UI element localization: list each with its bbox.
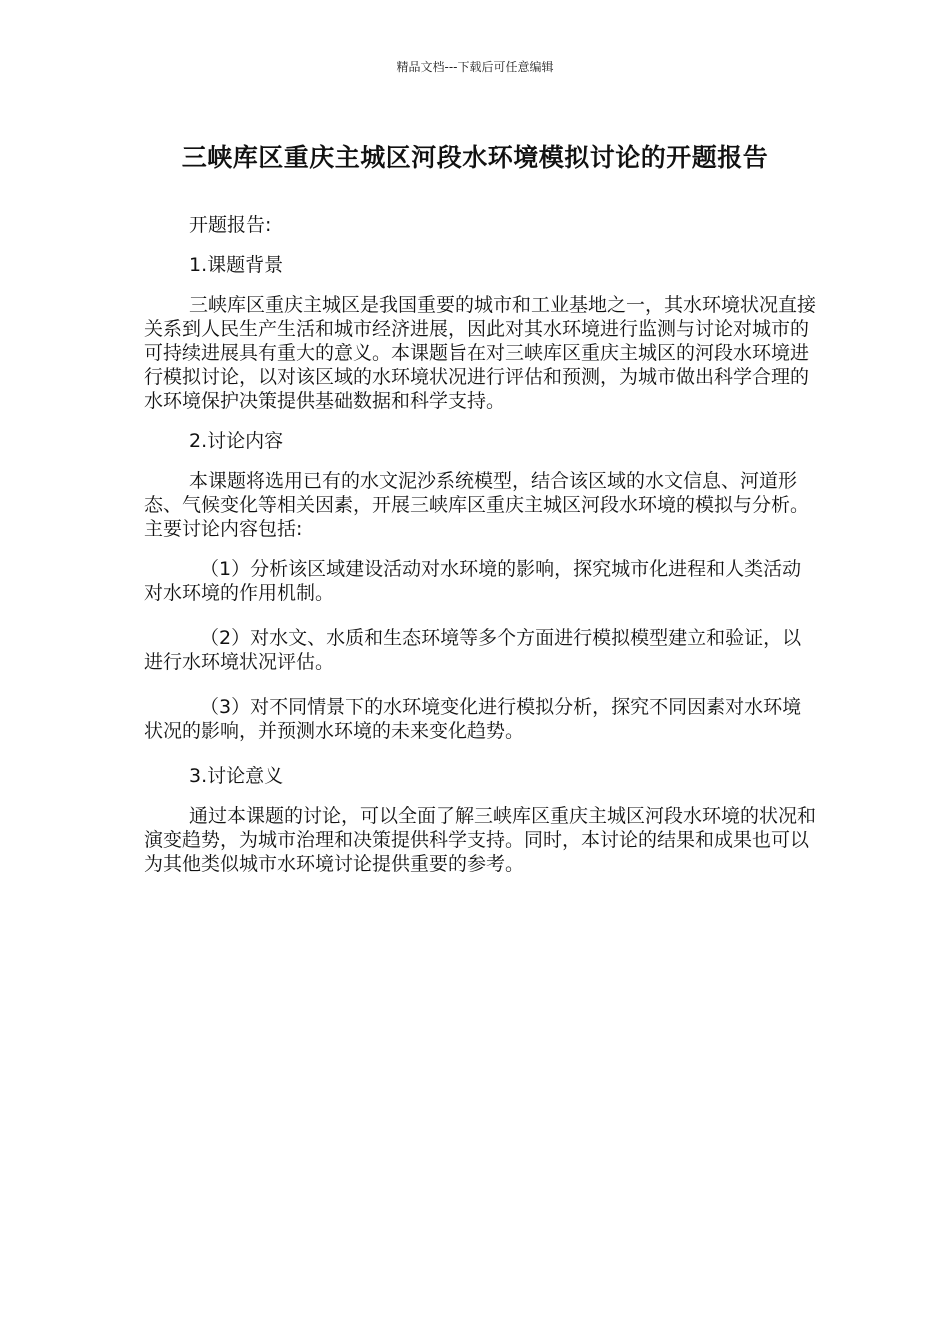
background-paragraph: 三峡库区重庆主城区是我国重要的城市和工业基地之一，其水环境状况直接关系到人民生产生活和城市经济进展，因此对其水环境进行监测与讨论对城市的可持续进展具有重大的意义。本课题旨在对三峡库区重庆主城区的河段水环境进行模拟讨论，以对该区域的水环境状况进行评估和预测，为城市做出科学合理的水环境保护决策提供基础数据和科学支持。 — [144, 294, 817, 412]
significance-paragraph: 通过本课题的讨论，可以全面了解三峡库区重庆主城区河段水环境的状况和演变趋势，为城市治理和决策提供科学支持。同时，本讨论的结果和成果也可以为其他类似城市水环境讨论提供重要的参考。 — [144, 805, 817, 875]
content-paragraph: 本课题将选用已有的水文泥沙系统模型，结合该区域的水文信息、河道形态、气候变化等相关因素，开展三峡库区重庆主城区河段水环境的模拟与分析。主要讨论内容包括: — [144, 470, 810, 540]
content-list-item: （3）对不同情景下的水环境变化进行模拟分析，探究不同因素对水环境状况的影响，并预测水环境的未来变化趋势。 — [144, 696, 802, 742]
section-heading-content: 2.讨论内容 — [189, 430, 284, 452]
page-header: 精品文档---下载后可任意编辑 — [396, 60, 554, 74]
intro-label: 开题报告: — [189, 214, 272, 236]
content-list-item: （2）对水文、水质和生态环境等多个方面进行模拟模型建立和验证，以进行水环境状况评估。 — [144, 627, 802, 673]
content-list-item: （1）分析该区域建设活动对水环境的影响，探究城市化进程和人类活动对水环境的作用机制。 — [144, 558, 802, 604]
document-body — [144, 213, 816, 892]
document-title: 三峡库区重庆主城区河段水环境模拟讨论的开题报告 — [181, 143, 769, 172]
section-heading-significance: 3.讨论意义 — [189, 765, 284, 787]
section-heading-background: 1.课题背景 — [189, 254, 284, 276]
